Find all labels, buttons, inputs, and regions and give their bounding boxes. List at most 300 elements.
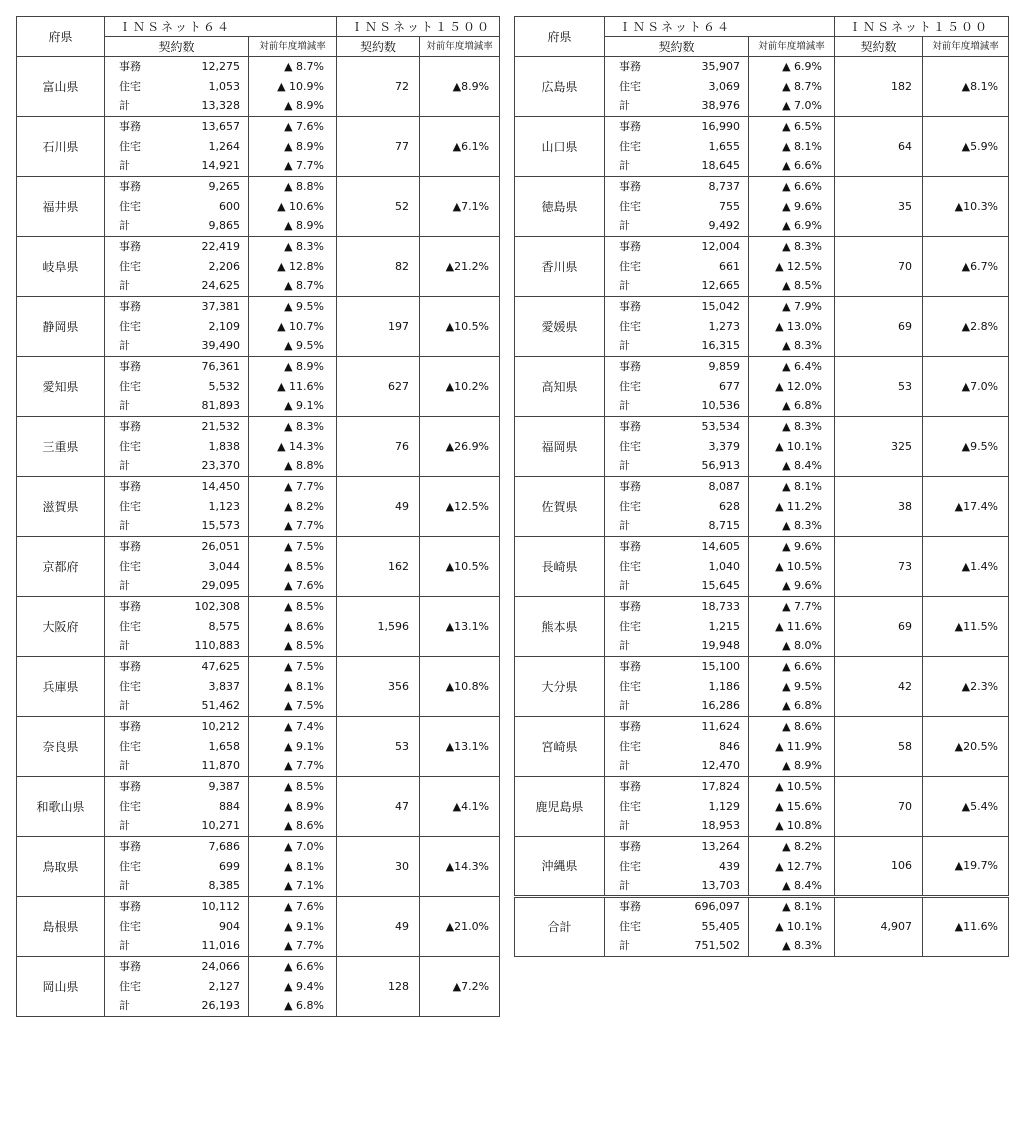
prefecture-name: 香川県 bbox=[515, 237, 605, 297]
ins64-yoy-rate: ▲ 6.6% bbox=[749, 177, 835, 197]
category-label: 事務 bbox=[605, 297, 657, 317]
table-row bbox=[515, 177, 1009, 197]
prefecture-name: 静岡県 bbox=[17, 297, 105, 357]
table-row bbox=[17, 657, 500, 677]
category-label: 住宅 bbox=[605, 197, 657, 217]
category-label: 事務 bbox=[105, 297, 157, 317]
category-label: 計 bbox=[105, 157, 157, 177]
ins64-yoy-rate: ▲ 8.6% bbox=[249, 617, 337, 637]
ins64-contract-count: 21,532 bbox=[157, 417, 249, 437]
ins64-yoy-rate: ▲ 10.1% bbox=[749, 437, 835, 457]
prefecture-name: 合計 bbox=[515, 897, 605, 957]
table-row bbox=[17, 297, 500, 317]
ins64-contract-count: 7,686 bbox=[157, 837, 249, 857]
category-label: 住宅 bbox=[605, 797, 657, 817]
ins64-contract-count: 9,865 bbox=[157, 217, 249, 237]
ins64-contract-count: 24,066 bbox=[157, 957, 249, 977]
category-label: 事務 bbox=[105, 57, 157, 77]
prefecture-name: 大阪府 bbox=[17, 597, 105, 657]
ins64-contract-count: 12,275 bbox=[157, 57, 249, 77]
ins64-yoy-rate: ▲ 7.1% bbox=[249, 877, 337, 897]
ins64-contract-count: 26,051 bbox=[157, 537, 249, 557]
ins64-yoy-rate: ▲ 9.5% bbox=[749, 677, 835, 697]
ins1500-yoy-rate: ▲7.1% bbox=[420, 177, 500, 237]
table-row bbox=[515, 417, 1009, 437]
ins64-yoy-rate: ▲ 8.9% bbox=[249, 137, 337, 157]
table-row bbox=[515, 657, 1009, 677]
prefecture-name: 佐賀県 bbox=[515, 477, 605, 537]
ins1500-yoy-rate: ▲7.0% bbox=[923, 357, 1009, 417]
ins64-contract-count: 13,703 bbox=[657, 877, 749, 897]
prefecture-name: 熊本県 bbox=[515, 597, 605, 657]
category-label: 住宅 bbox=[105, 737, 157, 757]
category-label: 事務 bbox=[605, 57, 657, 77]
ins64-contract-count: 1,186 bbox=[657, 677, 749, 697]
ins64-yoy-rate: ▲ 8.4% bbox=[749, 877, 835, 897]
ins64-contract-count: 661 bbox=[657, 257, 749, 277]
ins1500-yoy-rate: ▲11.6% bbox=[923, 897, 1009, 957]
ins64-yoy-rate: ▲ 12.5% bbox=[749, 257, 835, 277]
ins1500-yoy-rate: ▲10.5% bbox=[420, 297, 500, 357]
ins1500-yoy-rate: ▲19.7% bbox=[923, 837, 1009, 897]
ins64-contract-count: 3,379 bbox=[657, 437, 749, 457]
ins1500-yoy-rate: ▲9.5% bbox=[923, 417, 1009, 477]
category-label: 計 bbox=[105, 757, 157, 777]
ins1500-contract-count: 58 bbox=[835, 717, 923, 777]
category-label: 事務 bbox=[105, 537, 157, 557]
ins1500-contract-count: 52 bbox=[337, 177, 420, 237]
ins64-yoy-rate: ▲ 7.6% bbox=[249, 117, 337, 137]
ins64-contract-count: 8,087 bbox=[657, 477, 749, 497]
ins64-contract-count: 13,657 bbox=[157, 117, 249, 137]
ins64-contract-count: 628 bbox=[657, 497, 749, 517]
category-label: 事務 bbox=[605, 897, 657, 917]
category-label: 住宅 bbox=[605, 437, 657, 457]
ins1500-contract-count: 325 bbox=[835, 417, 923, 477]
ins1500-header: ＩＮＳネット１５００ bbox=[835, 17, 1009, 37]
ins64-contract-count: 18,645 bbox=[657, 157, 749, 177]
ins64-contract-count: 3,069 bbox=[657, 77, 749, 97]
category-label: 事務 bbox=[605, 837, 657, 857]
ins64-yoy-rate: ▲ 8.4% bbox=[749, 457, 835, 477]
ins64-contract-count: 13,328 bbox=[157, 97, 249, 117]
ins64-contract-count: 696,097 bbox=[657, 897, 749, 917]
ins64-contract-count: 12,004 bbox=[657, 237, 749, 257]
ins64-contract-count: 15,645 bbox=[657, 577, 749, 597]
category-label: 事務 bbox=[605, 477, 657, 497]
ins64-yoy-rate: ▲ 9.1% bbox=[249, 737, 337, 757]
ins64-yoy-rate: ▲ 8.5% bbox=[749, 277, 835, 297]
ins1500-contract-count: 70 bbox=[835, 777, 923, 837]
ins64-yoy-rate: ▲ 6.8% bbox=[249, 997, 337, 1017]
ins64-contract-count: 11,624 bbox=[657, 717, 749, 737]
ins64-contract-count: 10,271 bbox=[157, 817, 249, 837]
category-label: 計 bbox=[105, 817, 157, 837]
ins64-yoy-rate: ▲ 8.8% bbox=[249, 457, 337, 477]
prefecture-name: 徳島県 bbox=[515, 177, 605, 237]
ins64-yoy-rate: ▲ 11.2% bbox=[749, 497, 835, 517]
ins64-contract-count: 9,387 bbox=[157, 777, 249, 797]
ins64-contract-count: 1,040 bbox=[657, 557, 749, 577]
ins64-yoy-rate: ▲ 10.5% bbox=[749, 557, 835, 577]
ins1500-contract-count: 30 bbox=[337, 837, 420, 897]
ins1500-contract-count: 197 bbox=[337, 297, 420, 357]
ins1500-contract-count: 356 bbox=[337, 657, 420, 717]
ins64-contract-count: 2,206 bbox=[157, 257, 249, 277]
ins64-contract-count: 10,212 bbox=[157, 717, 249, 737]
ins64-yoy-rate: ▲ 8.5% bbox=[249, 557, 337, 577]
ins1500-contract-count: 53 bbox=[337, 717, 420, 777]
ins64-yoy-rate: ▲ 8.2% bbox=[249, 497, 337, 517]
category-label: 住宅 bbox=[605, 377, 657, 397]
category-label: 住宅 bbox=[605, 557, 657, 577]
table-row bbox=[515, 297, 1009, 317]
ins1500-contract-count: 47 bbox=[337, 777, 420, 837]
prefecture-name: 富山県 bbox=[17, 57, 105, 117]
ins1500-contract-count: 106 bbox=[835, 837, 923, 897]
ins64-yoy-rate: ▲ 9.6% bbox=[749, 577, 835, 597]
ins64-yoy-rate: ▲ 7.7% bbox=[249, 157, 337, 177]
category-label: 事務 bbox=[605, 717, 657, 737]
category-label: 住宅 bbox=[605, 317, 657, 337]
category-label: 計 bbox=[605, 637, 657, 657]
ins1500-rate-header: 対前年度増減率 bbox=[923, 37, 1009, 57]
ins1500-contract-count: 69 bbox=[835, 597, 923, 657]
category-label: 計 bbox=[605, 457, 657, 477]
ins64-contract-count: 1,273 bbox=[657, 317, 749, 337]
category-label: 事務 bbox=[105, 717, 157, 737]
pref-header: 府県 bbox=[17, 17, 105, 57]
category-label: 計 bbox=[105, 997, 157, 1017]
ins64-contract-count: 26,193 bbox=[157, 997, 249, 1017]
ins64-contract-count: 9,492 bbox=[657, 217, 749, 237]
table-row bbox=[17, 597, 500, 617]
ins64-contract-count: 81,893 bbox=[157, 397, 249, 417]
ins64-contract-count: 102,308 bbox=[157, 597, 249, 617]
category-label: 事務 bbox=[605, 777, 657, 797]
ins1500-yoy-rate: ▲8.9% bbox=[420, 57, 500, 117]
ins1500-contracts-header: 契約数 bbox=[337, 37, 420, 57]
ins64-yoy-rate: ▲ 7.4% bbox=[249, 717, 337, 737]
ins64-contract-count: 1,655 bbox=[657, 137, 749, 157]
prefecture-name: 福井県 bbox=[17, 177, 105, 237]
ins1500-yoy-rate: ▲13.1% bbox=[420, 597, 500, 657]
ins1500-yoy-rate: ▲2.8% bbox=[923, 297, 1009, 357]
ins1500-yoy-rate: ▲6.7% bbox=[923, 237, 1009, 297]
category-label: 住宅 bbox=[105, 677, 157, 697]
category-label: 住宅 bbox=[105, 857, 157, 877]
ins64-yoy-rate: ▲ 7.5% bbox=[249, 697, 337, 717]
ins1500-yoy-rate: ▲2.3% bbox=[923, 657, 1009, 717]
ins64-yoy-rate: ▲ 8.3% bbox=[749, 517, 835, 537]
ins64-contract-count: 16,286 bbox=[657, 697, 749, 717]
category-label: 計 bbox=[605, 397, 657, 417]
ins64-contract-count: 16,315 bbox=[657, 337, 749, 357]
ins64-yoy-rate: ▲ 12.0% bbox=[749, 377, 835, 397]
ins64-yoy-rate: ▲ 11.6% bbox=[249, 377, 337, 397]
category-label: 住宅 bbox=[105, 497, 157, 517]
ins64-contract-count: 15,042 bbox=[657, 297, 749, 317]
category-label: 住宅 bbox=[605, 857, 657, 877]
ins64-yoy-rate: ▲ 7.7% bbox=[249, 477, 337, 497]
category-label: 計 bbox=[105, 577, 157, 597]
ins1500-contract-count: 162 bbox=[337, 537, 420, 597]
ins64-yoy-rate: ▲ 8.2% bbox=[749, 837, 835, 857]
ins64-contract-count: 15,573 bbox=[157, 517, 249, 537]
ins1500-contract-count: 64 bbox=[835, 117, 923, 177]
ins64-contract-count: 14,605 bbox=[657, 537, 749, 557]
table-row bbox=[17, 777, 500, 797]
ins64-yoy-rate: ▲ 10.5% bbox=[749, 777, 835, 797]
ins64-contract-count: 51,462 bbox=[157, 697, 249, 717]
ins64-yoy-rate: ▲ 6.6% bbox=[749, 157, 835, 177]
ins64-yoy-rate: ▲ 13.0% bbox=[749, 317, 835, 337]
ins64-yoy-rate: ▲ 8.7% bbox=[249, 277, 337, 297]
ins64-contract-count: 9,265 bbox=[157, 177, 249, 197]
category-label: 住宅 bbox=[105, 557, 157, 577]
table-row bbox=[17, 177, 500, 197]
ins64-yoy-rate: ▲ 8.9% bbox=[749, 757, 835, 777]
ins64-yoy-rate: ▲ 9.5% bbox=[249, 337, 337, 357]
ins1500-yoy-rate: ▲7.2% bbox=[420, 957, 500, 1017]
ins64-contract-count: 2,127 bbox=[157, 977, 249, 997]
ins64-yoy-rate: ▲ 9.6% bbox=[749, 537, 835, 557]
ins64-yoy-rate: ▲ 7.7% bbox=[249, 757, 337, 777]
category-label: 計 bbox=[105, 697, 157, 717]
ins64-contract-count: 9,859 bbox=[657, 357, 749, 377]
category-label: 事務 bbox=[105, 177, 157, 197]
category-label: 住宅 bbox=[105, 917, 157, 937]
prefecture-name: 三重県 bbox=[17, 417, 105, 477]
category-label: 計 bbox=[105, 637, 157, 657]
category-label: 計 bbox=[105, 217, 157, 237]
ins1500-contract-count: 627 bbox=[337, 357, 420, 417]
category-label: 住宅 bbox=[105, 197, 157, 217]
table-row bbox=[17, 537, 500, 557]
prefecture-name: 愛知県 bbox=[17, 357, 105, 417]
category-label: 計 bbox=[605, 217, 657, 237]
ins64-yoy-rate: ▲ 8.5% bbox=[249, 777, 337, 797]
ins64-header: ＩＮＳネット６４ bbox=[605, 17, 835, 37]
table-row bbox=[515, 237, 1009, 257]
ins64-yoy-rate: ▲ 11.6% bbox=[749, 617, 835, 637]
ins1500-yoy-rate: ▲10.8% bbox=[420, 657, 500, 717]
ins64-yoy-rate: ▲ 9.5% bbox=[249, 297, 337, 317]
ins64-yoy-rate: ▲ 14.3% bbox=[249, 437, 337, 457]
table-row bbox=[515, 597, 1009, 617]
ins64-contract-count: 1,123 bbox=[157, 497, 249, 517]
prefecture-name: 和歌山県 bbox=[17, 777, 105, 837]
ins64-contract-count: 35,907 bbox=[657, 57, 749, 77]
category-label: 事務 bbox=[105, 957, 157, 977]
table-row bbox=[515, 357, 1009, 377]
prefecture-name: 長崎県 bbox=[515, 537, 605, 597]
ins64-contract-count: 13,264 bbox=[657, 837, 749, 857]
prefecture-name: 鳥取県 bbox=[17, 837, 105, 897]
prefecture-name: 福岡県 bbox=[515, 417, 605, 477]
ins64-yoy-rate: ▲ 6.5% bbox=[749, 117, 835, 137]
ins64-yoy-rate: ▲ 8.5% bbox=[249, 637, 337, 657]
prefecture-name: 山口県 bbox=[515, 117, 605, 177]
category-label: 事務 bbox=[605, 597, 657, 617]
table-row bbox=[17, 717, 500, 737]
table-row bbox=[515, 717, 1009, 737]
ins64-contract-count: 1,129 bbox=[657, 797, 749, 817]
category-label: 計 bbox=[105, 397, 157, 417]
ins64-contract-count: 56,913 bbox=[657, 457, 749, 477]
ins1500-contract-count: 82 bbox=[337, 237, 420, 297]
ins1500-yoy-rate: ▲13.1% bbox=[420, 717, 500, 777]
table-row bbox=[17, 57, 500, 77]
ins64-yoy-rate: ▲ 8.1% bbox=[749, 137, 835, 157]
category-label: 住宅 bbox=[105, 977, 157, 997]
category-label: 計 bbox=[105, 517, 157, 537]
table-row bbox=[515, 477, 1009, 497]
ins64-contract-count: 14,921 bbox=[157, 157, 249, 177]
table-row bbox=[515, 777, 1009, 797]
ins64-contract-count: 38,976 bbox=[657, 97, 749, 117]
category-label: 事務 bbox=[105, 477, 157, 497]
ins64-rate-header: 対前年度増減率 bbox=[749, 37, 835, 57]
table-row bbox=[515, 537, 1009, 557]
ins64-yoy-rate: ▲ 8.9% bbox=[249, 797, 337, 817]
ins64-contract-count: 3,044 bbox=[157, 557, 249, 577]
ins64-yoy-rate: ▲ 12.8% bbox=[249, 257, 337, 277]
ins1500-contract-count: 38 bbox=[835, 477, 923, 537]
ins1500-yoy-rate: ▲10.2% bbox=[420, 357, 500, 417]
ins1500-yoy-rate: ▲8.1% bbox=[923, 57, 1009, 117]
ins64-yoy-rate: ▲ 8.7% bbox=[249, 57, 337, 77]
category-label: 事務 bbox=[605, 537, 657, 557]
pref-header: 府県 bbox=[515, 17, 605, 57]
table-row bbox=[515, 837, 1009, 857]
category-label: 住宅 bbox=[105, 377, 157, 397]
table-row bbox=[17, 477, 500, 497]
ins1500-yoy-rate: ▲20.5% bbox=[923, 717, 1009, 777]
ins1500-contract-count: 1,596 bbox=[337, 597, 420, 657]
ins64-yoy-rate: ▲ 9.1% bbox=[249, 917, 337, 937]
ins64-contract-count: 10,536 bbox=[657, 397, 749, 417]
ins64-yoy-rate: ▲ 8.8% bbox=[249, 177, 337, 197]
category-label: 事務 bbox=[105, 657, 157, 677]
prefecture-name: 奈良県 bbox=[17, 717, 105, 777]
ins1500-yoy-rate: ▲10.5% bbox=[420, 537, 500, 597]
ins1500-contract-count: 69 bbox=[835, 297, 923, 357]
table-row bbox=[17, 237, 500, 257]
ins1500-rate-header: 対前年度増減率 bbox=[420, 37, 500, 57]
ins64-yoy-rate: ▲ 7.9% bbox=[749, 297, 835, 317]
ins64-contract-count: 600 bbox=[157, 197, 249, 217]
prefecture-name: 沖縄県 bbox=[515, 837, 605, 897]
header-row-top bbox=[515, 17, 1009, 37]
category-label: 事務 bbox=[605, 117, 657, 137]
ins64-contract-count: 14,450 bbox=[157, 477, 249, 497]
prefecture-name: 岡山県 bbox=[17, 957, 105, 1017]
ins64-contract-count: 55,405 bbox=[657, 917, 749, 937]
ins1500-yoy-rate: ▲26.9% bbox=[420, 417, 500, 477]
ins64-yoy-rate: ▲ 8.3% bbox=[249, 417, 337, 437]
ins64-contracts-header: 契約数 bbox=[105, 37, 249, 57]
ins64-yoy-rate: ▲ 6.8% bbox=[749, 697, 835, 717]
ins64-yoy-rate: ▲ 10.7% bbox=[249, 317, 337, 337]
category-label: 計 bbox=[605, 937, 657, 957]
ins1500-header: ＩＮＳネット１５００ bbox=[337, 17, 500, 37]
table-row bbox=[17, 117, 500, 137]
ins64-yoy-rate: ▲ 8.1% bbox=[249, 677, 337, 697]
ins64-yoy-rate: ▲ 7.0% bbox=[249, 837, 337, 857]
ins64-contract-count: 11,870 bbox=[157, 757, 249, 777]
ins64-yoy-rate: ▲ 6.4% bbox=[749, 357, 835, 377]
category-label: 計 bbox=[105, 877, 157, 897]
prefecture-name: 島根県 bbox=[17, 897, 105, 957]
category-label: 住宅 bbox=[605, 917, 657, 937]
category-label: 計 bbox=[105, 97, 157, 117]
ins64-contract-count: 18,953 bbox=[657, 817, 749, 837]
total-row bbox=[515, 897, 1009, 917]
ins64-yoy-rate: ▲ 6.8% bbox=[749, 397, 835, 417]
ins1500-yoy-rate: ▲11.5% bbox=[923, 597, 1009, 657]
ins64-yoy-rate: ▲ 9.4% bbox=[249, 977, 337, 997]
ins64-contract-count: 8,715 bbox=[657, 517, 749, 537]
ins64-contract-count: 10,112 bbox=[157, 897, 249, 917]
category-label: 事務 bbox=[105, 897, 157, 917]
prefecture-name: 兵庫県 bbox=[17, 657, 105, 717]
category-label: 住宅 bbox=[105, 617, 157, 637]
category-label: 計 bbox=[605, 877, 657, 897]
ins1500-yoy-rate: ▲21.2% bbox=[420, 237, 500, 297]
ins1500-contract-count: 77 bbox=[337, 117, 420, 177]
ins64-yoy-rate: ▲ 8.5% bbox=[249, 597, 337, 617]
ins64-yoy-rate: ▲ 15.6% bbox=[749, 797, 835, 817]
table-row bbox=[17, 837, 500, 857]
header-row-top bbox=[17, 17, 500, 37]
ins1500-contract-count: 49 bbox=[337, 897, 420, 957]
ins64-yoy-rate: ▲ 10.9% bbox=[249, 77, 337, 97]
ins64-yoy-rate: ▲ 6.9% bbox=[749, 217, 835, 237]
category-label: 計 bbox=[105, 277, 157, 297]
ins64-rate-header: 対前年度増減率 bbox=[249, 37, 337, 57]
ins64-yoy-rate: ▲ 8.9% bbox=[249, 97, 337, 117]
category-label: 計 bbox=[605, 157, 657, 177]
category-label: 事務 bbox=[605, 657, 657, 677]
ins64-contract-count: 2,109 bbox=[157, 317, 249, 337]
prefecture-name: 鹿児島県 bbox=[515, 777, 605, 837]
table-row bbox=[17, 897, 500, 917]
category-label: 住宅 bbox=[105, 77, 157, 97]
category-label: 住宅 bbox=[605, 617, 657, 637]
ins64-contract-count: 15,100 bbox=[657, 657, 749, 677]
ins64-yoy-rate: ▲ 7.7% bbox=[249, 937, 337, 957]
category-label: 住宅 bbox=[605, 77, 657, 97]
ins64-contract-count: 19,948 bbox=[657, 637, 749, 657]
ins64-yoy-rate: ▲ 6.6% bbox=[749, 657, 835, 677]
category-label: 計 bbox=[605, 817, 657, 837]
ins1500-yoy-rate: ▲5.4% bbox=[923, 777, 1009, 837]
ins64-yoy-rate: ▲ 8.3% bbox=[749, 337, 835, 357]
category-label: 住宅 bbox=[105, 317, 157, 337]
category-label: 事務 bbox=[105, 417, 157, 437]
ins1500-yoy-rate: ▲4.1% bbox=[420, 777, 500, 837]
ins64-yoy-rate: ▲ 10.6% bbox=[249, 197, 337, 217]
category-label: 住宅 bbox=[605, 737, 657, 757]
category-label: 住宅 bbox=[105, 257, 157, 277]
ins1500-contract-count: 128 bbox=[337, 957, 420, 1017]
ins1500-contract-count: 182 bbox=[835, 57, 923, 117]
category-label: 事務 bbox=[605, 357, 657, 377]
ins64-contract-count: 846 bbox=[657, 737, 749, 757]
contracts-table-left bbox=[16, 16, 500, 1017]
ins64-yoy-rate: ▲ 12.7% bbox=[749, 857, 835, 877]
